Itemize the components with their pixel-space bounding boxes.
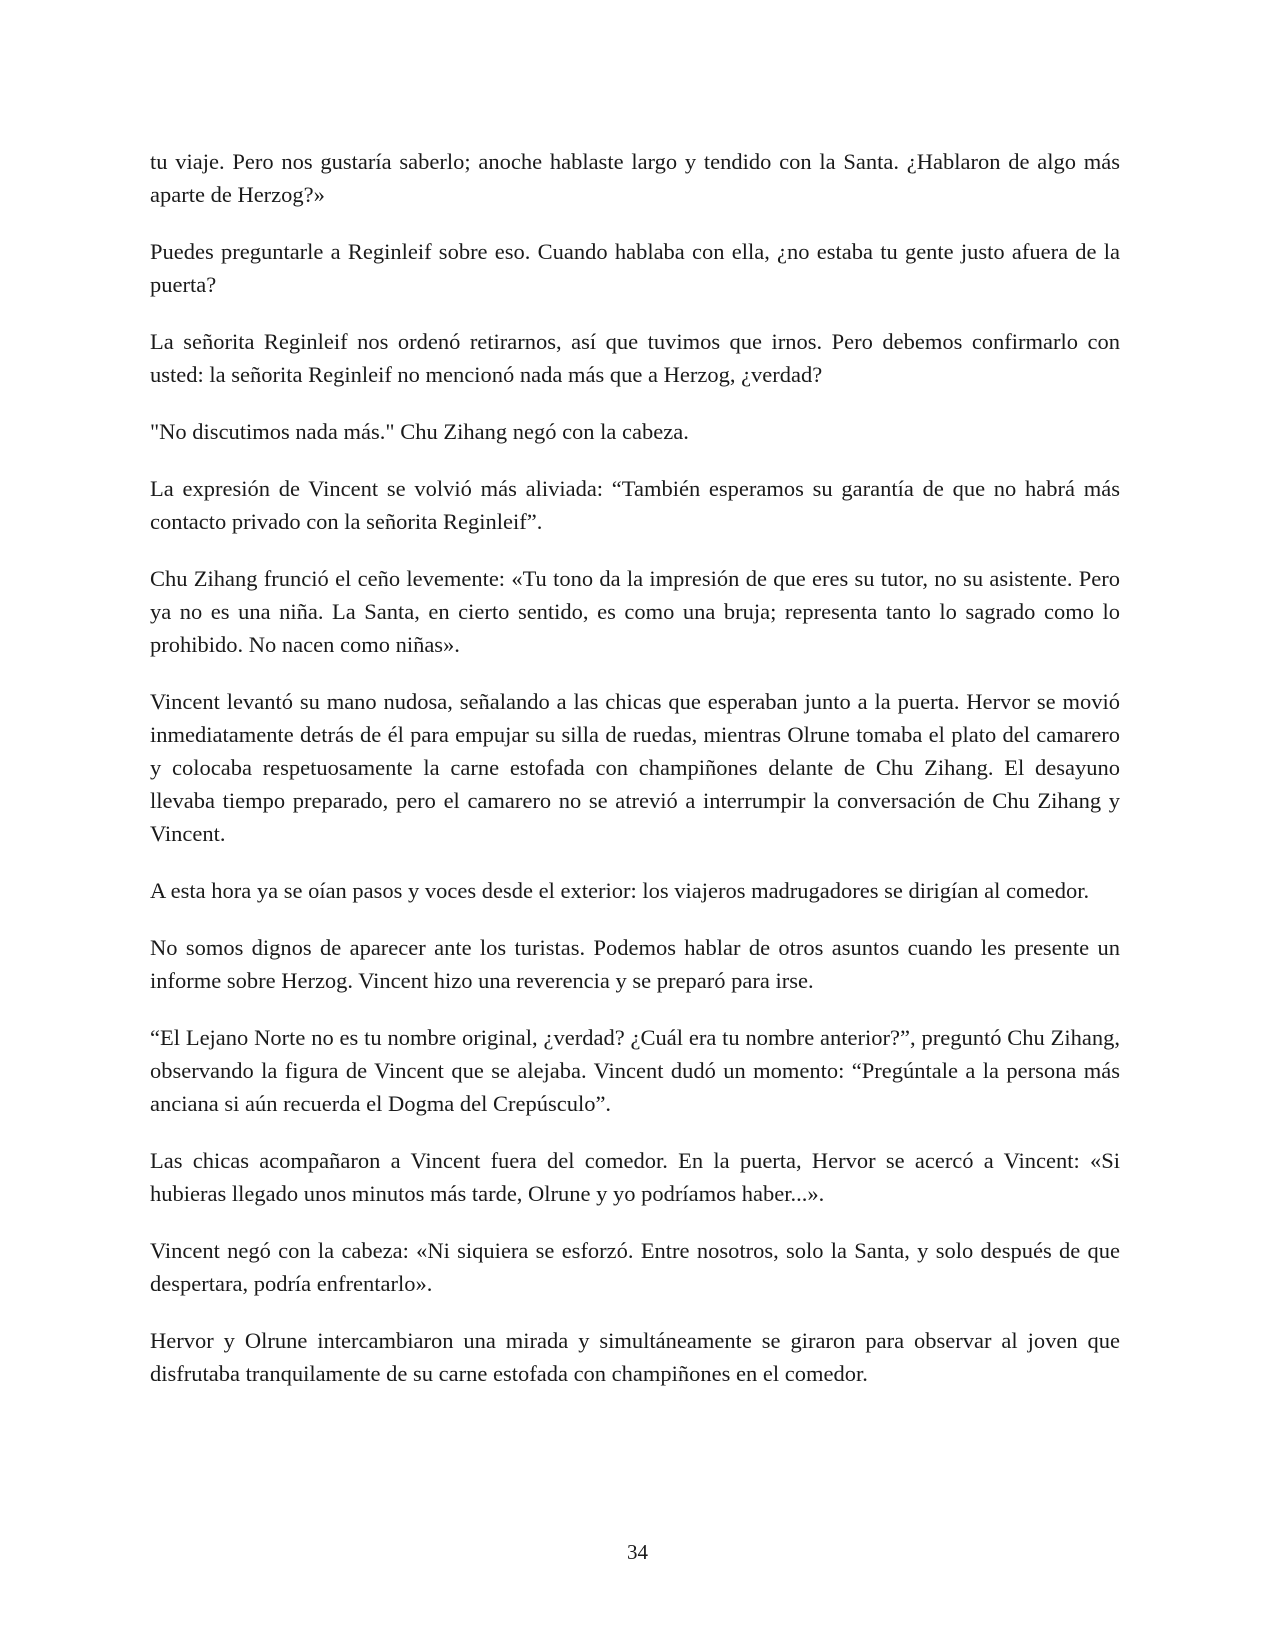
paragraph: Chu Zihang frunció el ceño levemente: «Tu tono da la impresión de que eres su tutor, no su asistente. Pero ya no es una niña. La Santa, en cierto sentido, es como una bruja; representa tanto lo sagrado como lo prohibido. No nacen como niñas». — [150, 566, 1120, 657]
paragraph: Las chicas acompañaron a Vincent fuera del comedor. En la puerta, Hervor se acercó a Vincent: «Si hubieras llegado unos minutos más tarde, Olrune y yo podríamos haber...». — [150, 1148, 1120, 1206]
paragraph: Vincent negó con la cabeza: «Ni siquiera se esforzó. Entre nosotros, solo la Santa, y solo después de que despertara, podría enfrentarlo». — [150, 1238, 1120, 1296]
paragraph: tu viaje. Pero nos gustaría saberlo; anoche hablaste largo y tendido con la Santa. ¿Hablaron de algo más aparte de Herzog?» — [150, 149, 1120, 207]
paragraph: “El Lejano Norte no es tu nombre original, ¿verdad? ¿Cuál era tu nombre anterior?”, preguntó Chu Zihang, observando la figura de Vincent que se alejaba. Vincent dudó un momento: “Pregúntale a la persona más anciana si aún recuerda el Dogma del Crepúsculo”. — [150, 1025, 1120, 1116]
paragraph: Puedes preguntarle a Reginleif sobre eso. Cuando hablaba con ella, ¿no estaba tu gente justo afuera de la puerta? — [150, 239, 1120, 297]
paragraph: "No discutimos nada más." Chu Zihang negó con la cabeza. — [150, 419, 689, 444]
page-body — [150, 145, 1120, 1414]
paragraph: Hervor y Olrune intercambiaron una mirada y simultáneamente se giraron para observar al joven que disfrutaba tranquilamente de su carne estofada con champiñones en el comedor. — [150, 1328, 1120, 1386]
paragraph: La señorita Reginleif nos ordenó retirarnos, así que tuvimos que irnos. Pero debemos confirmarlo con usted: la señorita Reginleif no mencionó nada más que a Herzog, ¿verdad? — [150, 329, 1120, 387]
paragraph: Vincent levantó su mano nudosa, señalando a las chicas que esperaban junto a la puerta. Hervor se movió inmediatamente detrás de él para empujar su silla de ruedas, mientras Olrune tomaba el plato del camarero y colocaba respetuosamente la carne estofada con champiñones delante de Chu Zihang. El desayuno llevaba tiempo preparado, pero el camarero no se atrevió a interrumpir la conversación de Chu Zihang y Vincent. — [150, 689, 1120, 846]
paragraph: La expresión de Vincent se volvió más aliviada: “También esperamos su garantía de que no habrá más contacto privado con la señorita Reginleif”. — [150, 476, 1120, 534]
paragraph: A esta hora ya se oían pasos y voces desde el exterior: los viajeros madrugadores se dirigían al comedor. — [150, 878, 1090, 903]
paragraph: No somos dignos de aparecer ante los turistas. Podemos hablar de otros asuntos cuando les presente un informe sobre Herzog. Vincent hizo una reverencia y se preparó para irse. — [150, 935, 1120, 993]
page-number: 34 — [627, 1540, 648, 1564]
